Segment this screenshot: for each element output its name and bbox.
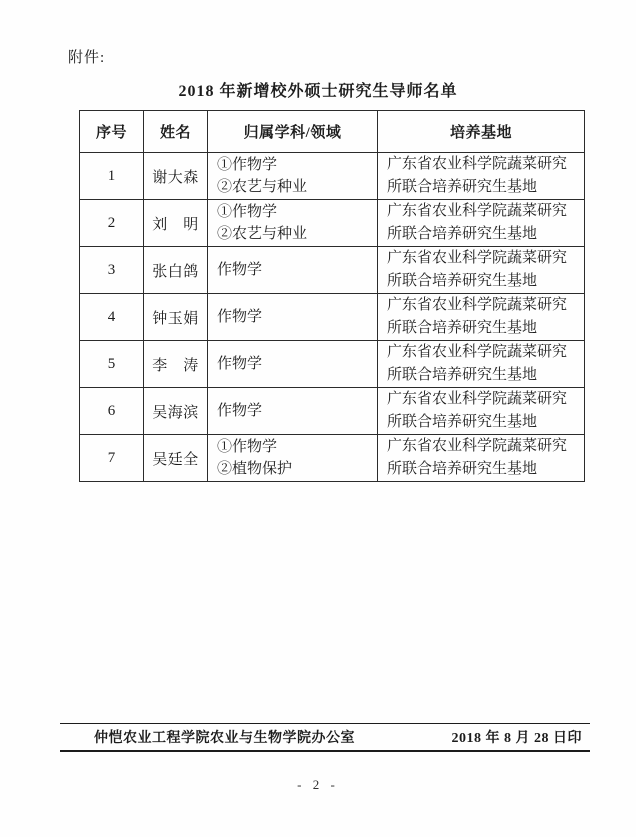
attachment-label: 附件: (68, 50, 106, 66)
cell-field (208, 435, 378, 482)
cell-field (208, 341, 378, 388)
cell-base: 广东省农业科学院蔬菜研究所联合培养研究生基地 (378, 200, 585, 247)
field-line: ②农艺与种业 (217, 179, 308, 195)
col-header-base: 培养基地 (378, 111, 585, 153)
document-title: 2018 年新增校外硕士研究生导师名单 (178, 83, 458, 100)
table-row (80, 435, 585, 482)
cell-base: 广东省农业科学院蔬菜研究所联合培养研究生基地 (378, 435, 585, 482)
cell-seq: 2 (80, 200, 144, 247)
cell-base: 广东省农业科学院蔬菜研究所联合培养研究生基地 (378, 388, 585, 435)
table-row (80, 200, 585, 247)
cell-name: 吴廷全 (144, 435, 208, 482)
cell-base: 广东省农业科学院蔬菜研究所联合培养研究生基地 (378, 153, 585, 200)
page-number: - 2 - (297, 777, 339, 792)
supervisor-table (79, 110, 585, 482)
cell-name: 刘 明 (144, 200, 208, 247)
col-header-field: 归属学科/领域 (208, 111, 378, 153)
cell-field (208, 388, 378, 435)
print-date: 2018 年 8 月 28 日印 (451, 731, 582, 746)
cell-seq: 1 (80, 153, 144, 200)
field-line: ②植物保护 (217, 461, 293, 477)
col-header-name: 姓名 (144, 111, 208, 153)
issuing-office: 仲恺农业工程学院农业与生物学院办公室 (94, 731, 355, 746)
table-row (80, 388, 585, 435)
cell-seq: 4 (80, 294, 144, 341)
field-line: 作物学 (217, 309, 263, 325)
cell-seq: 7 (80, 435, 144, 482)
cell-name: 钟玉娟 (144, 294, 208, 341)
field-line: 作物学 (217, 403, 263, 419)
field-line: ②农艺与种业 (217, 226, 308, 242)
cell-name: 李 涛 (144, 341, 208, 388)
cell-field (208, 247, 378, 294)
cell-name: 吴海滨 (144, 388, 208, 435)
cell-name: 张白鸽 (144, 247, 208, 294)
cell-base: 广东省农业科学院蔬菜研究所联合培养研究生基地 (378, 247, 585, 294)
field-line: 作物学 (217, 356, 263, 372)
cell-seq: 6 (80, 388, 144, 435)
field-line: ①作物学 (217, 204, 278, 220)
table-row (80, 294, 585, 341)
cell-seq: 5 (80, 341, 144, 388)
cell-seq: 3 (80, 247, 144, 294)
field-line: ①作物学 (217, 157, 278, 173)
cell-name: 谢大森 (144, 153, 208, 200)
cell-field (208, 153, 378, 200)
field-line: ①作物学 (217, 439, 278, 455)
field-line: 作物学 (217, 262, 263, 278)
table-row (80, 247, 585, 294)
cell-field (208, 294, 378, 341)
cell-base: 广东省农业科学院蔬菜研究所联合培养研究生基地 (378, 294, 585, 341)
cell-base: 广东省农业科学院蔬菜研究所联合培养研究生基地 (378, 341, 585, 388)
col-header-seq: 序号 (80, 111, 144, 153)
cell-field (208, 200, 378, 247)
colophon-bar (60, 723, 590, 752)
table-row (80, 341, 585, 388)
table-row (80, 153, 585, 200)
table-header-row (80, 111, 585, 153)
